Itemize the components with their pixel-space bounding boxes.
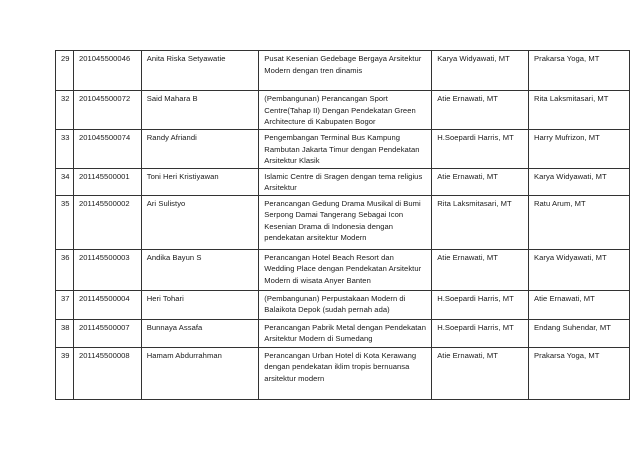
table-row [56, 319, 630, 347]
student-id: 201145500008 [73, 347, 141, 399]
row-number: 32 [56, 91, 74, 130]
thesis-title: Pusat Kesenian Gedebage Bergaya Arsitektur Modern dengan tren dinamis [259, 51, 432, 91]
supervisor-1: Karya Widyawati, MT [432, 51, 529, 91]
row-number: 34 [56, 168, 74, 195]
student-id: 201045500072 [73, 91, 141, 130]
student-id: 201145500001 [73, 168, 141, 195]
thesis-title: (Pembangunan) Perpustakaan Modern di Balaikota Depok (sudah pernah ada) [259, 290, 432, 319]
supervisor-2: Karya Widyawati, MT [529, 168, 630, 195]
student-id: 201145500004 [73, 290, 141, 319]
student-id: 201045500046 [73, 51, 141, 91]
supervisor-2: Harry Mufrizon, MT [529, 130, 630, 169]
row-number: 33 [56, 130, 74, 169]
row-number: 38 [56, 319, 74, 347]
student-name: Toni Heri Kristiyawan [141, 168, 259, 195]
thesis-title: Perancangan Pabrik Metal dengan Pendekatan Arsitektur Modern di Sumedang [259, 319, 432, 347]
row-number: 36 [56, 249, 74, 290]
supervisor-1: H.Soepardi Harris, MT [432, 290, 529, 319]
supervisor-2: Atie Ernawati, MT [529, 290, 630, 319]
student-name: Bunnaya Assafa [141, 319, 259, 347]
thesis-title: (Pembangunan) Perancangan Sport Centre(Tahap II) Dengan Pendekatan Green Architecture di Kabupaten Bogor [259, 91, 432, 130]
thesis-title: Islamic Centre di Sragen dengan tema religius Arsitektur [259, 168, 432, 195]
supervisor-2: Karya Widyawati, MT [529, 249, 630, 290]
supervisor-2: Endang Suhendar, MT [529, 319, 630, 347]
table-row [56, 168, 630, 195]
student-name: Anita Riska Setyawatie [141, 51, 259, 91]
table-row [56, 195, 630, 249]
table-row [56, 249, 630, 290]
supervisor-2: Prakarsa Yoga, MT [529, 347, 630, 399]
row-number: 37 [56, 290, 74, 319]
table-row [56, 91, 630, 130]
supervisor-2: Prakarsa Yoga, MT [529, 51, 630, 91]
supervisor-1: Rita Laksmitasari, MT [432, 195, 529, 249]
supervisor-2: Rita Laksmitasari, MT [529, 91, 630, 130]
student-name: Said Mahara B [141, 91, 259, 130]
student-name: Andika Bayun S [141, 249, 259, 290]
student-name: Hamam Abdurrahman [141, 347, 259, 399]
student-id: 201145500002 [73, 195, 141, 249]
row-number: 29 [56, 51, 74, 91]
student-id: 201145500003 [73, 249, 141, 290]
thesis-title: Perancangan Hotel Beach Resort dan Wedding Place dengan Pendekatan Arsitektur Modern di wisata Anyer Banten [259, 249, 432, 290]
student-name: Ari Sulistyo [141, 195, 259, 249]
student-name: Heri Tohari [141, 290, 259, 319]
supervisor-2: Ratu Arum, MT [529, 195, 630, 249]
supervisor-1: Atie Ernawati, MT [432, 347, 529, 399]
supervisor-1: H.Soepardi Harris, MT [432, 130, 529, 169]
supervisor-1: Atie Ernawati, MT [432, 168, 529, 195]
table-row [56, 130, 630, 169]
student-name: Randy Afriandi [141, 130, 259, 169]
row-number: 39 [56, 347, 74, 399]
table-row [56, 51, 630, 91]
supervisor-1: H.Soepardi Harris, MT [432, 319, 529, 347]
thesis-title: Pengembangan Terminal Bus Kampung Rambutan Jakarta Timur dengan Pendekatan Arsitektur Klasik [259, 130, 432, 169]
thesis-title: Perancangan Gedung Drama Musikal di Bumi Serpong Damai Tangerang Sebagai Icon Kesenian Drama di Indonesia dengan pendekatan arsitektur Modern [259, 195, 432, 249]
thesis-title: Perancangan Urban Hotel di Kota Kerawang dengan pendekatan iklim tropis bernuansa arsitektur modern [259, 347, 432, 399]
table-row [56, 347, 630, 399]
thesis-assignment-table [55, 50, 630, 400]
student-id: 201045500074 [73, 130, 141, 169]
supervisor-1: Atie Ernawati, MT [432, 249, 529, 290]
table-row [56, 290, 630, 319]
row-number: 35 [56, 195, 74, 249]
supervisor-1: Atie Ernawati, MT [432, 91, 529, 130]
student-id: 201145500007 [73, 319, 141, 347]
